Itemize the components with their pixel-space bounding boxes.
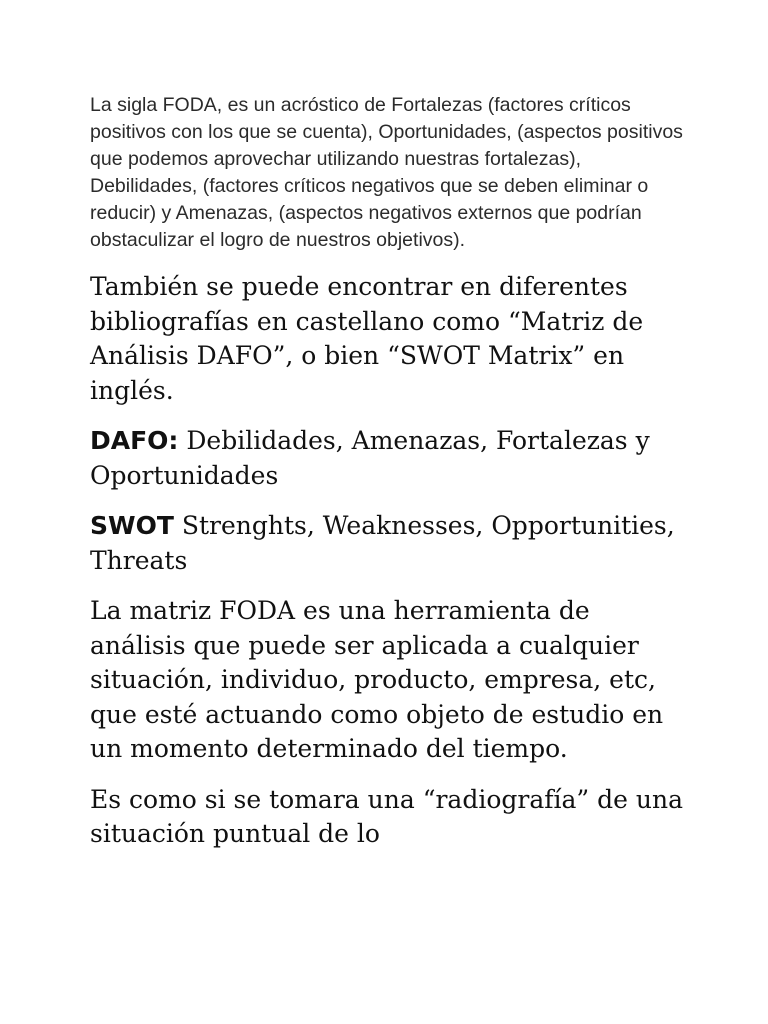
- xray-paragraph: Es como si se tomara una “radiografía” de una situación puntual de lo: [90, 784, 683, 848]
- intro-paragraph: La sigla FODA, es un acróstico de Fortalezas (factores críticos positivos con los que se cuenta), Oportunidades, (aspectos positivos que podemos aprovechar utilizando nuestras fortalezas), Debilidades, (factores críticos negativos que se deben eliminar o reducir) y Amenazas, (aspectos negativos externos que podrían obstaculizar el logro de nuestros objetivos).: [90, 94, 683, 251]
- document-page: [90, 92, 690, 868]
- swot-definition: [90, 509, 690, 578]
- tool-paragraph: La matriz FODA es una herramienta de análisis que puede ser aplicada a cualquier situación, individuo, producto, empresa, etc, que esté actuando como objeto de estudio en un momento determinado del tiempo.: [90, 596, 664, 763]
- dafo-definition: [90, 424, 690, 493]
- dafo-expansion: Debilidades, Amenazas, Fortalezas y Oportunidades: [90, 426, 650, 490]
- swot-term: SWOT: [90, 511, 174, 540]
- matrix-names-paragraph: También se puede encontrar en diferentes bibliografías en castellano como “Matriz de Análisis DAFO”, o bien “SWOT Matrix” en inglés.: [90, 272, 644, 405]
- dafo-term: DAFO:: [90, 426, 179, 455]
- swot-expansion: Strenghts, Weaknesses, Opportunities, Threats: [90, 511, 675, 575]
